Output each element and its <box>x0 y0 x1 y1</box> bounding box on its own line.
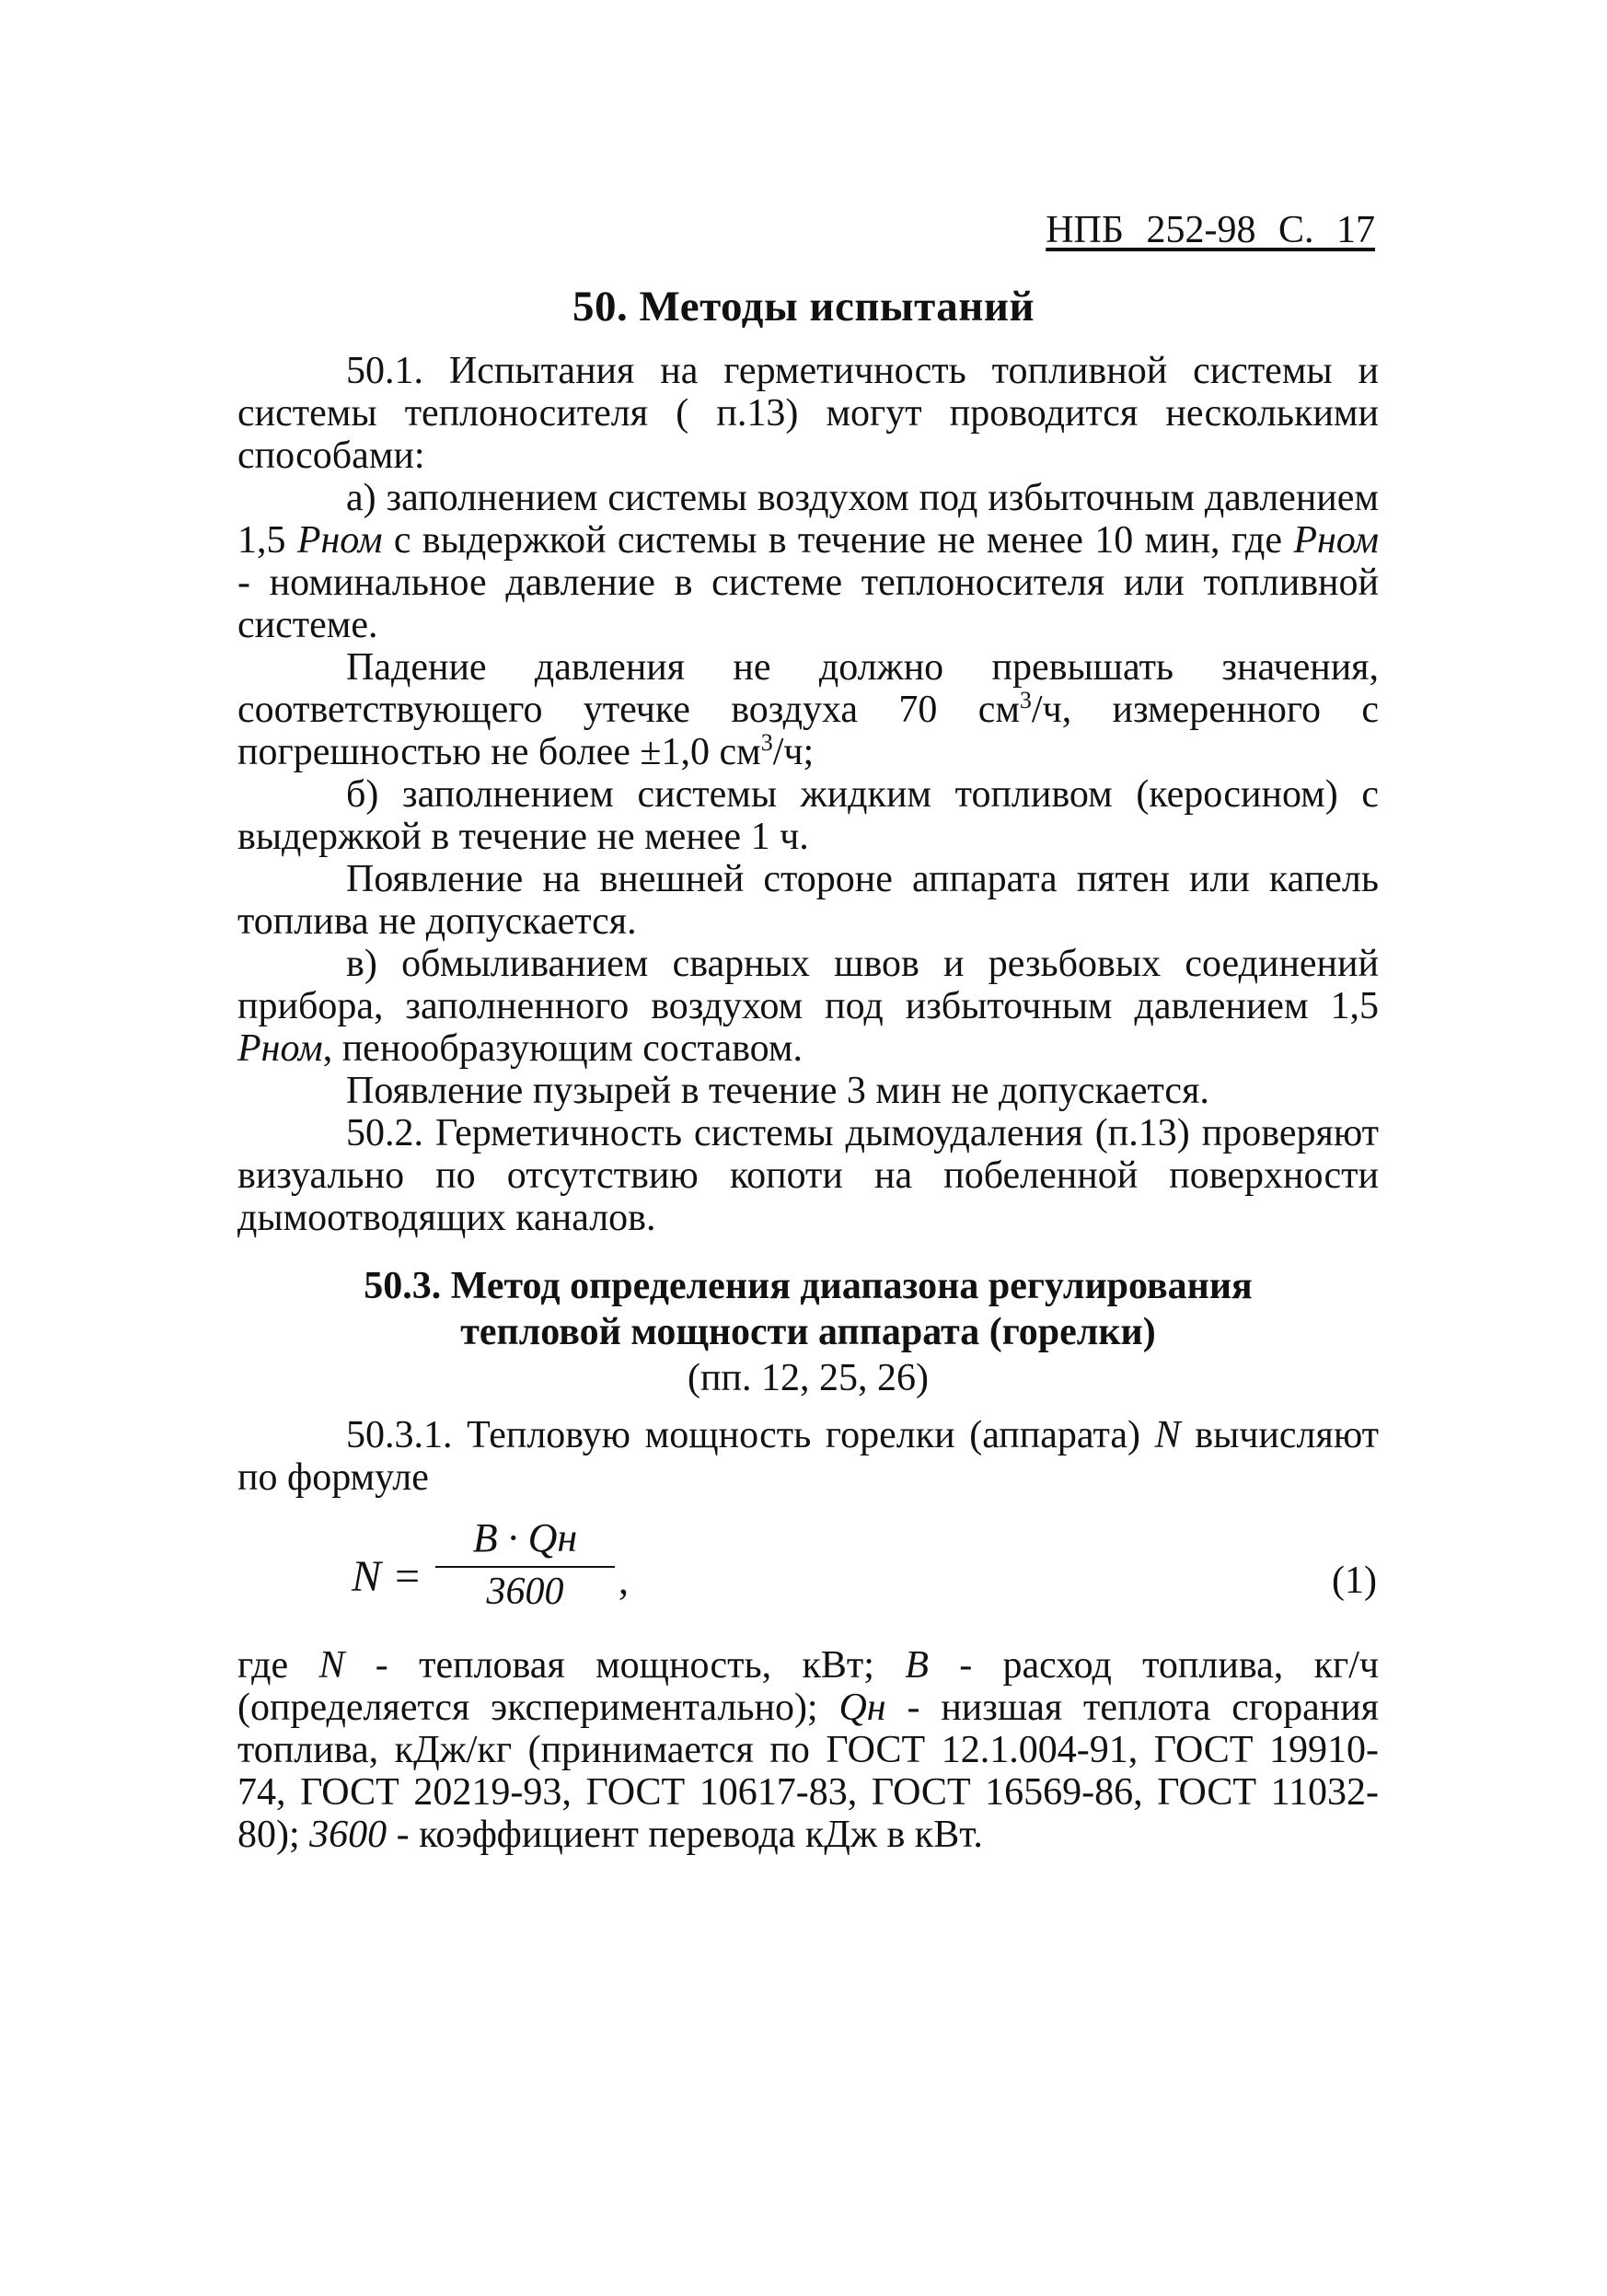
pressure-symbol: Pном <box>1293 519 1380 562</box>
section-title: 50. Методы испытаний <box>572 283 1035 330</box>
fraction-bar <box>435 1566 615 1568</box>
document-code: НПБ 252-98 <box>1046 209 1256 251</box>
paragraph-method-b: б) заполнением системы жидким топливом (керосином) с выдержкой в течение не менее 1 ч. <box>237 773 1379 858</box>
pressure-symbol: Pном <box>237 1027 323 1070</box>
symbol-3600: 3600 <box>309 1814 387 1856</box>
paragraph-50-3-1-block <box>237 1414 1379 1499</box>
formula-fraction <box>435 1514 615 1614</box>
symbol-b: B <box>905 1644 929 1687</box>
page-header <box>920 208 1375 252</box>
paragraph-bubbles: Появление пузырей в течение 3 мин не допускается. <box>346 1070 1209 1112</box>
paragraph-50-1: 50.1. Испытания на герметичность топливной системы и системы теплоносителя ( п.13) могут проводится несколькими способами: <box>237 350 1379 477</box>
paragraph-method-v: в) обмыливанием сварных швов и резьбовых соединений прибора, заполненного воздухом под избыточным давлением 1,5 Pном, пенообразующим составом. <box>237 943 1379 1070</box>
paragraph-50-3-1: 50.3.1. Тепловую мощность горелки (аппарата) N вычисляют по формуле <box>237 1414 1379 1499</box>
formula-explanation: где N - тепловая мощность, кВт; B - расход топлива, кг/ч (определяется экспериментально); Qн - низшая теплота сгорания топлива, кДж/кг (принимается по ГОСТ 12.1.004-91, ГОСТ 19910-74, ГОСТ 20219-93, ГОСТ 10617-83, ГОСТ 16569-86, ГОСТ 11032-80); 3600 - коэффициент перевода кДж в кВт. <box>237 1644 1380 1856</box>
subsection-heading <box>237 1263 1379 1401</box>
pressure-symbol: Pном <box>296 519 383 562</box>
subsection-title-line1: 50.3. Метод определения диапазона регулирования <box>364 1265 1253 1307</box>
formula-explanation-block <box>237 1644 1379 1856</box>
page-number: С. 17 <box>1278 209 1375 251</box>
symbol-q: Qн <box>838 1687 886 1729</box>
symbol-n: N <box>318 1644 345 1687</box>
subsection-refs: (пп. 12, 25, 26) <box>688 1357 929 1399</box>
section-50-body <box>237 350 1379 1239</box>
paragraph-method-a: а) заполнением системы воздухом под избыточным давлением 1,5 Pном с выдержкой системы в течение не менее 10 мин, где Pном - номинальное давление в системе теплоносителя или топливной системе. <box>237 477 1380 646</box>
power-symbol: N <box>1154 1414 1181 1456</box>
subsection-title-line2: тепловой мощности аппарата (горелки) <box>460 1311 1156 1353</box>
formula-comma: , <box>619 1558 629 1603</box>
paragraph-50-2: 50.2. Герметичность системы дымоудаления (п.13) проверяют визуально по отсутствию копоти на побеленной поверхности дымоотводящих каналов. <box>237 1112 1379 1239</box>
formula-numerator: B · Qн <box>472 1515 578 1560</box>
formula-denominator: 3600 <box>486 1571 564 1613</box>
formula-number: (1) <box>1332 1560 1377 1602</box>
formula-1 <box>237 1514 1379 1634</box>
paragraph-spots: Появление на внешней стороне аппарата пятен или капель топлива не допускается. <box>237 858 1379 943</box>
paragraph-pressure-drop: Падение давления не должно превышать значения, соответствующего утечке воздуха 70 $см^3/ч$, измеренного с погрешностью не более ±1,0 $см^3/ч$; <box>237 646 1379 773</box>
formula-lhs: N = <box>352 1552 422 1601</box>
